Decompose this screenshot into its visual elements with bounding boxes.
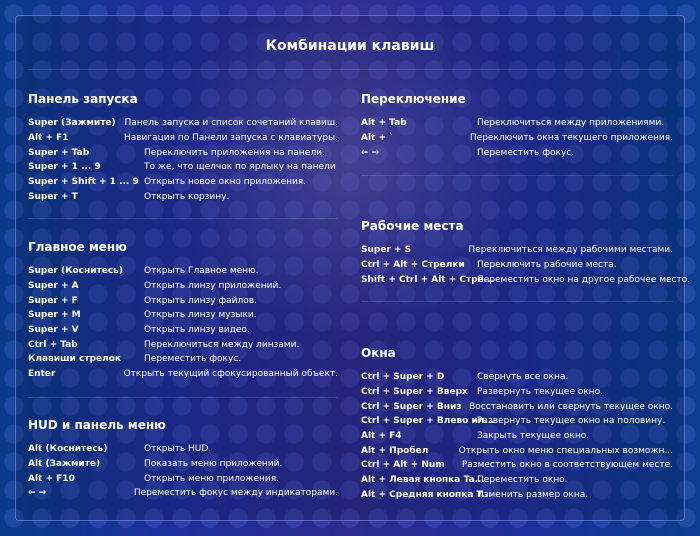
section-title: Окна bbox=[361, 346, 396, 360]
section-workspaces bbox=[361, 219, 691, 287]
section-switching bbox=[361, 92, 673, 160]
shortcut-key: Ctrl + Super + Влево ил... bbox=[361, 416, 495, 427]
shortcut-description: Открыть линзу музыки. bbox=[144, 310, 257, 321]
shortcut-row bbox=[361, 370, 673, 385]
shortcut-row bbox=[361, 458, 673, 473]
shortcut-row bbox=[361, 473, 673, 488]
shortcut-row bbox=[361, 443, 673, 458]
shortcut-key: Ctrl + Tab bbox=[28, 339, 78, 350]
shortcut-key: Super (Коснитесь) bbox=[28, 266, 123, 277]
shortcut-row bbox=[28, 264, 338, 279]
shortcut-key: Super + S bbox=[361, 245, 412, 256]
shortcut-key: Ctrl + Alt + Стрелки bbox=[361, 260, 465, 271]
shortcut-row bbox=[28, 293, 338, 308]
shortcut-key: Super (Зажмите) bbox=[28, 118, 116, 129]
shortcut-description: Открыть линзу видео. bbox=[144, 325, 250, 336]
shortcut-row bbox=[28, 486, 338, 501]
shortcut-description: Развернуть текущее окно на половину. bbox=[477, 416, 666, 427]
shortcut-key: Alt + Средняя кнопка T... bbox=[361, 489, 492, 500]
shortcut-description: То же, что щелчок по ярлыку на панели bbox=[144, 162, 336, 173]
shortcut-row bbox=[361, 414, 673, 429]
shortcut-row bbox=[28, 131, 338, 146]
shortcut-row bbox=[28, 116, 338, 131]
shortcut-row bbox=[28, 160, 338, 175]
shortcut-key: Клавиши стрелок bbox=[28, 354, 122, 365]
shortcut-description: Переключить рабочие места. bbox=[477, 260, 617, 271]
shortcut-description: Открыть Главное меню. bbox=[144, 266, 259, 277]
shortcut-row bbox=[28, 279, 338, 294]
shortcut-key: Alt + ` bbox=[361, 133, 394, 144]
shortcut-row bbox=[361, 399, 673, 414]
shortcut-key: Super + Shift + 1 ... 9 bbox=[28, 177, 139, 188]
shortcut-key: ← → bbox=[361, 147, 380, 158]
section-title: Панель запуска bbox=[28, 92, 138, 106]
section-title: Главное меню bbox=[28, 240, 127, 254]
shortcut-key: Alt + F10 bbox=[28, 473, 75, 484]
shortcut-key: Super + F bbox=[28, 295, 78, 306]
section-divider bbox=[28, 218, 338, 219]
section-windows bbox=[361, 346, 673, 502]
shortcut-key: ← → bbox=[28, 488, 47, 499]
shortcut-row bbox=[28, 189, 338, 204]
shortcut-description: Открыть текущий сфокусированный объект. bbox=[123, 369, 338, 380]
shortcut-description: Развернуть текущее окно. bbox=[477, 387, 604, 398]
shortcut-description: Переместить окно на другое рабочее место. bbox=[477, 274, 691, 285]
shortcut-key: Alt (Коснитесь) bbox=[28, 444, 108, 455]
shortcut-row bbox=[28, 308, 338, 323]
overlay-title: Комбинации клавиш bbox=[265, 38, 435, 54]
shortcut-description: Разместить окно в соответствующем месте. bbox=[461, 460, 673, 471]
shortcut-key: Ctrl + Alt + Num bbox=[361, 460, 445, 471]
shortcut-description: Панель запуска и список сочетаний клавиш. bbox=[124, 118, 338, 129]
shortcut-key: Shift + Ctrl + Alt + Стре... bbox=[361, 274, 495, 285]
shortcut-key: Ctrl + Super + Вниз bbox=[361, 401, 462, 412]
shortcut-row bbox=[28, 367, 338, 382]
section-divider bbox=[28, 397, 338, 398]
shortcut-row bbox=[361, 272, 691, 287]
shortcut-description: Переключиться между линзами. bbox=[144, 339, 300, 350]
shortcut-row bbox=[361, 429, 673, 444]
shortcut-row bbox=[361, 131, 673, 146]
shortcut-row bbox=[361, 116, 673, 131]
shortcut-row bbox=[361, 488, 673, 503]
shortcut-description: Переместить фокус. bbox=[144, 354, 242, 365]
shortcut-key: Super + V bbox=[28, 325, 79, 336]
shortcut-description: Переключить приложения на панели. bbox=[144, 147, 325, 158]
shortcut-row bbox=[28, 457, 338, 472]
shortcut-description: Открыть линзу файлов. bbox=[144, 295, 257, 306]
shortcut-row bbox=[28, 442, 338, 457]
shortcut-key: Enter bbox=[28, 369, 56, 380]
shortcut-row bbox=[361, 243, 673, 258]
shortcut-description: Переместить фокус. bbox=[477, 147, 575, 158]
shortcut-key: Ctrl + Super + Вверх bbox=[361, 387, 468, 398]
shortcut-row bbox=[28, 337, 338, 352]
shortcut-description: Открыть HUD. bbox=[144, 444, 212, 455]
shortcut-description: Открыть линзу приложений. bbox=[144, 281, 282, 292]
shortcut-description: Переместить окно. bbox=[477, 475, 568, 486]
shortcut-description: Открыть окно меню специальных возможн... bbox=[458, 445, 673, 456]
section-title: Переключение bbox=[361, 92, 466, 106]
shortcut-row bbox=[28, 145, 338, 160]
shortcut-key: Alt (Зажмите) bbox=[28, 459, 101, 470]
shortcut-row bbox=[28, 471, 338, 486]
shortcut-description: Закрыть текущее окно. bbox=[477, 431, 590, 442]
section-divider bbox=[361, 175, 673, 176]
shortcut-description: Переместить фокус между индикаторами. bbox=[133, 488, 338, 499]
shortcut-row bbox=[28, 323, 338, 338]
shortcut-description: Показать меню приложений. bbox=[144, 459, 283, 470]
shortcut-key: Ctrl + Super + D bbox=[361, 372, 445, 383]
shortcut-row bbox=[28, 175, 338, 190]
shortcut-key: Alt + F1 bbox=[28, 133, 69, 144]
shortcut-description: Открыть меню приложения. bbox=[144, 473, 279, 484]
section-title: Рабочие места bbox=[361, 219, 464, 233]
title-divider bbox=[28, 69, 672, 70]
shortcut-row bbox=[361, 258, 673, 273]
shortcut-key: Super + A bbox=[28, 281, 79, 292]
shortcut-key: Super + T bbox=[28, 191, 78, 202]
shortcut-description: Переключить окна текущего приложения. bbox=[469, 133, 673, 144]
shortcut-description: Открыть корзину. bbox=[144, 191, 230, 202]
section-title: HUD и панель меню bbox=[28, 418, 166, 432]
shortcut-key: Super + Tab bbox=[28, 147, 90, 158]
shortcut-key: Alt + Пробел bbox=[361, 445, 429, 456]
shortcut-description: Свернуть все окна. bbox=[477, 372, 569, 383]
shortcut-description: Открыть новое окно приложения. bbox=[144, 177, 307, 188]
shortcut-description: Переключиться между приложениями. bbox=[477, 118, 665, 129]
shortcut-key: Alt + F4 bbox=[361, 431, 402, 442]
section-divider bbox=[361, 301, 673, 302]
shortcut-key: Alt + Левая кнопка Ta... bbox=[361, 475, 485, 486]
shortcut-description: Переключиться между рабочими местами. bbox=[468, 245, 673, 256]
shortcut-description: Восстановить или свернуть текущее окно. bbox=[469, 401, 673, 412]
section-dash bbox=[28, 240, 338, 382]
shortcut-description: Изменить размер окна. bbox=[477, 489, 589, 500]
shortcut-description: Навигация по Панели запуска с клавиатуры. bbox=[123, 133, 338, 144]
shortcut-key: Super + 1 ... 9 bbox=[28, 162, 101, 173]
section-hud bbox=[28, 418, 338, 501]
shortcut-key: Super + M bbox=[28, 310, 81, 321]
shortcut-row bbox=[361, 385, 673, 400]
section-launcher bbox=[28, 92, 338, 204]
shortcut-key: Alt + Tab bbox=[361, 118, 407, 129]
shortcut-row bbox=[28, 352, 338, 367]
shortcut-row bbox=[361, 145, 673, 160]
